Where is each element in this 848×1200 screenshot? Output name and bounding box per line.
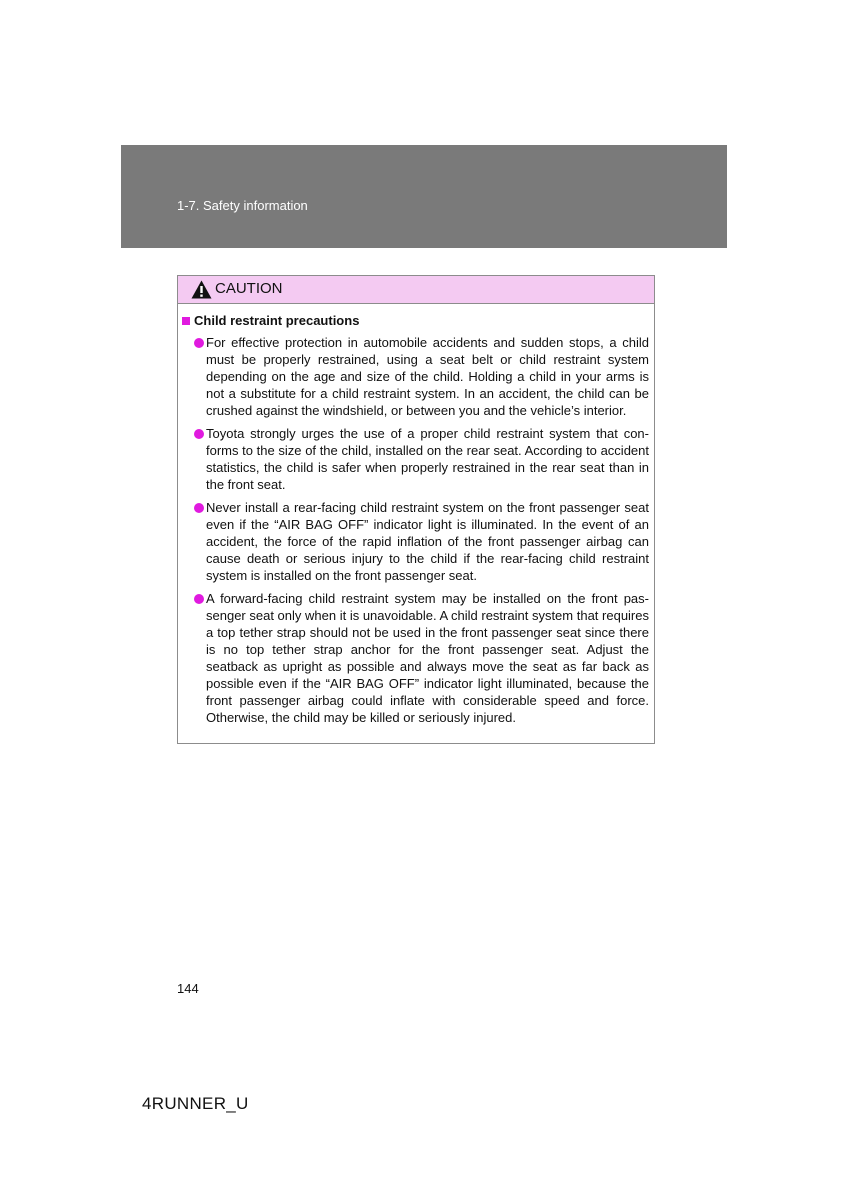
caution-item-text: Never install a rear-facing child restraint system on the front passenger seat even if the “AIR BAG OFF” indicator light is illuminated. In the event of an accident, the force of the rapid inflation of the front passenger airbag can cause death or serious injury to the child if the rear-facing child restraint system is installed on the front passenger seat. [206,500,649,583]
round-bullet-icon [194,503,204,513]
caution-item-text: Toyota strongly urges the use of a proper child restraint system that conforms to the size of the child, installed on the rear seat. According to accident statistics, the child is safer when properly restrained in the rear seat than in the front seat. [206,426,649,492]
model-code: 4RUNNER_U [142,1094,249,1113]
header-band [121,145,727,248]
caution-item [194,499,649,584]
caution-item [194,590,649,726]
page-number: 144 [177,981,199,996]
caution-heading-row [182,313,359,328]
warning-triangle-icon [191,280,212,299]
caution-heading: Child restraint precautions [194,313,360,328]
caution-item-text: For effective protection in automobile accidents and sudden stops, a child must be properly restrained, using a seat belt or child restraint system depending on the age and size of the child. Holding a child in your arms is not a substitute for a child restraint system. In an accident, the child can be crushed against the windshield, or between you and the vehicle’s interior. [206,335,649,418]
square-bullet-icon [182,317,190,325]
round-bullet-icon [194,594,204,604]
caution-item-list [194,334,649,732]
round-bullet-icon [194,338,204,348]
section-title: 1-7. Safety information [177,198,308,213]
caution-box [177,275,655,744]
round-bullet-icon [194,429,204,439]
caution-header [178,276,654,304]
caution-item-text: A forward-facing child restraint system may be installed on the front passenger seat only when it is unavoidable. A child restraint system that requires a top tether strap should not be used in the front passenger seat since there is no top tether strap anchor for the front passenger seat. Adjust the seatback as upright as possible and always move the seat as far back as possible even if the “AIR BAG OFF” indicator light illuminated, because the front passenger airbag could inflate with considerable speed and force. Otherwise, the child may be killed or seriously injured. [206,591,649,725]
caution-title: CAUTION [215,280,283,297]
caution-item [194,425,649,493]
caution-item [194,334,649,419]
